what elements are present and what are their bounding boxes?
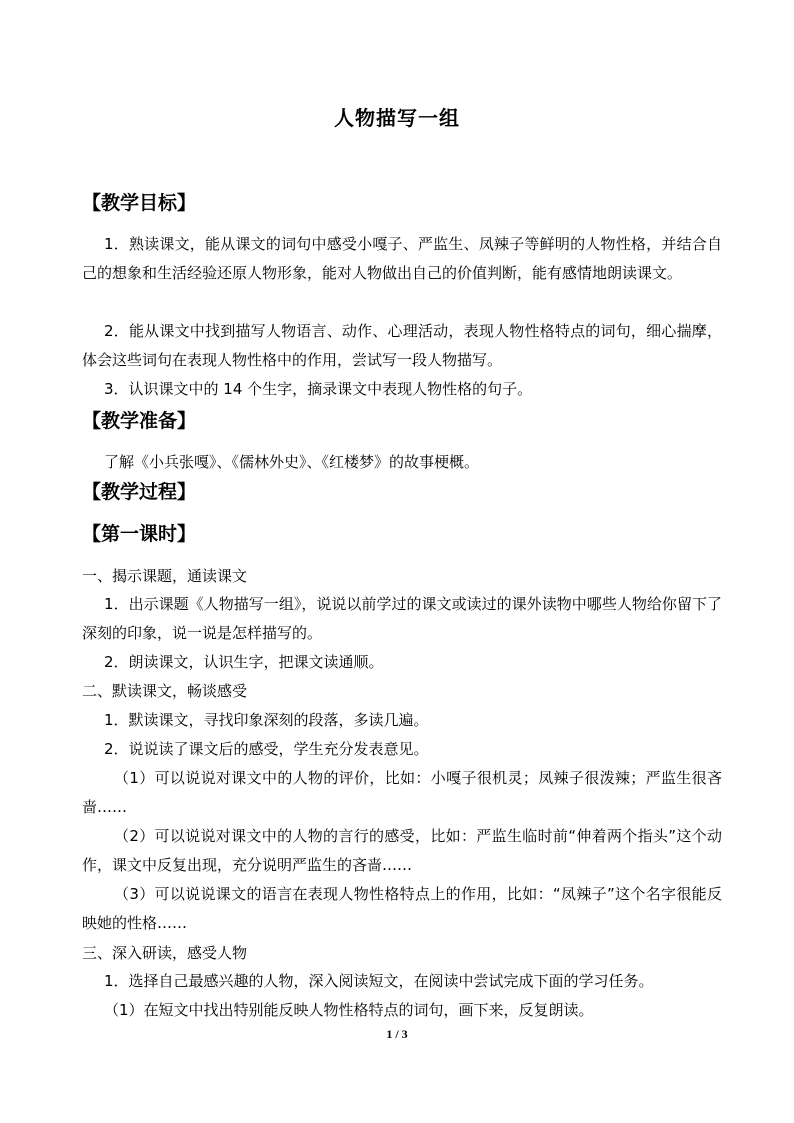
section-2-item-2: 2．说说读了课文后的感受，学生充分发表意见。 [104, 740, 429, 758]
objective-3: 3．认识课文中的 14 个生字，摘录课文中表现人物性格的句子。 [104, 380, 533, 398]
heading-preparation: 【教学准备】 [82, 410, 197, 432]
objective-1: 1．熟读课文，能从课文的词句中感受小嘎子、严监生、凤辣子等鲜明的人物性格，并结合自己的想象和生活经验还原人物形象，能对人物做出自己的价值判断，能有感情地朗读课文。 [82, 235, 722, 282]
document-title: 人物描写一组 [334, 106, 460, 130]
heading-process: 【教学过程】 [82, 481, 197, 503]
section-3-item-2: （1）在短文中找出特别能反映人物性格特点的词句，画下来，反复朗读。 [104, 1001, 594, 1019]
section-2-sub-1: （1）可以说说对课文中的人物的评价，比如：小嘎子很机灵；凤辣子很泼辣；严监生很吝啬…… [82, 769, 722, 816]
objective-2: 2．能从课文中找到描写人物语言、动作、心理活动，表现人物性格特点的词句，细心揣摩，体会这些词句在表现人物性格中的作用，尝试写一段人物描写。 [82, 322, 722, 369]
heading-objectives: 【教学目标】 [82, 192, 197, 214]
section-3-title: 三、深入研读，感受人物 [82, 944, 248, 962]
heading-first-lesson: 【第一课时】 [82, 523, 197, 545]
page-indicator: 1 / 3 [386, 1027, 408, 1041]
section-2-sub-3: （3）可以说说课文的语言在表现人物性格特点上的作用，比如：“凤辣子”这个名字很能反映她的性格…… [82, 885, 722, 932]
section-1-item-1: 1．出示课题《人物描写一组》，说说以前学过的课文或读过的课外读物中哪些人物给你留下了深刻的印象，说一说是怎样描写的。 [82, 595, 722, 642]
section-3-item-1: 1．选择自己最感兴趣的人物，深入阅读短文，在阅读中尝试完成下面的学习任务。 [104, 972, 654, 990]
section-1-title: 一、揭示课题，通读课文 [82, 567, 248, 585]
section-2-item-1: 1．默读课文，寻找印象深刻的段落，多读几遍。 [104, 711, 429, 729]
section-2-sub-2: （2）可以说说对课文中的人物的言行的感受，比如：严监生临时前“伸着两个指头”这个动作，课文中反复出现，充分说明严监生的吝啬…… [82, 827, 722, 874]
section-2-title: 二、默读课文，畅谈感受 [82, 682, 248, 700]
preparation-text: 了解《小兵张嘎》、《儒林外史》、《红楼梦》的故事梗概。 [104, 453, 480, 471]
section-1-item-2: 2．朗读课文，认识生字，把课文读通顺。 [104, 653, 384, 671]
